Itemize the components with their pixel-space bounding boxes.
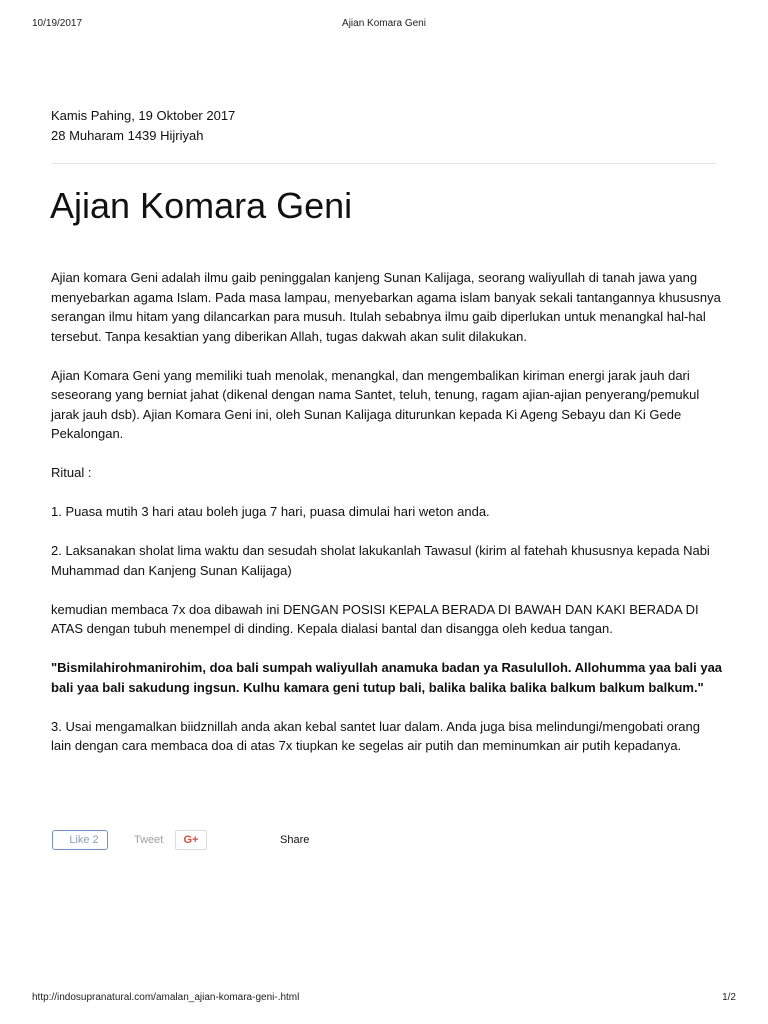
share-bar — [52, 830, 352, 852]
ritual-step-2: 2. Laksanakan sholat lima waktu dan sesudah sholat lakukanlah Tawasul (kirim al fatehah khususnya kepada Nabi Muhammad dan Kanjeng Sunan Kalijaga) — [51, 543, 710, 578]
share-button[interactable]: Share — [280, 834, 310, 846]
ritual-heading: Ritual : — [51, 465, 92, 480]
hijri-date: 28 Muharam 1439 Hijriyah — [51, 128, 204, 143]
ritual-step-1: 1. Puasa mutih 3 hari atau boleh juga 7 hari, puasa dimulai hari weton anda. — [51, 504, 490, 519]
page-title: Ajian Komara Geni — [50, 185, 353, 226]
print-doc-title: Ajian Komara Geni — [342, 18, 426, 29]
article-body — [51, 268, 723, 775]
print-header — [32, 18, 736, 32]
prayer-text: "Bismilahirohmanirohim, doa bali sumpah waliyullah anamuka badan ya Rasululloh. Allohumma yaa bali yaa bali yaa bali sakudung ingsun. Kulhu kamara geni tutup bali, balika balika balika balkum balkum balkum." — [51, 660, 723, 695]
date-block — [51, 106, 235, 146]
print-footer — [32, 992, 736, 1006]
description-paragraph: Ajian Komara Geni yang memiliki tuah menolak, menangkal, dan mengembalikan kiriman energi jarak jauh dari seseorang yang berniat jahat (dikenal dengan nama Santet, teluh, tenung, ragam ajian-ajian penyerang/pemukul jarak jauh dsb). Ajian Komara Geni ini, oleh Sunan Kalijaga diturunkan kepada Ki Ageng Sebayu dan Ki Gede Pekalongan. — [51, 367, 700, 441]
header-divider — [51, 163, 717, 164]
print-date: 10/19/2017 — [32, 18, 83, 29]
like-button[interactable]: Like 2 — [52, 830, 108, 850]
ritual-step-3: 3. Usai mengamalkan biidznillah anda akan kebal santet luar dalam. Anda juga bisa melindungi/mengobati orang lain dengan cara membaca doa di atas 7x tiupkan ke segelas air putih dan meminumkan air putih kepadanya. — [51, 718, 700, 753]
page-number: 1/2 — [722, 992, 736, 1003]
source-url: http://indosupranatural.com/amalan_ajian-komara-geni-.html — [32, 992, 300, 1003]
tweet-button[interactable]: Tweet — [134, 834, 164, 846]
ritual-instruction: kemudian membaca 7x doa dibawah ini DENGAN POSISI KEPALA BERADA DI BAWAH DAN KAKI BERADA DI ATAS dengan tubuh menempel di dinding. Kepala dialasi bantal dan disangga oleh kedua tangan. — [51, 601, 699, 636]
gregorian-date: Kamis Pahing, 19 Oktober 2017 — [51, 108, 236, 123]
intro-paragraph: Ajian komara Geni adalah ilmu gaib peninggalan kanjeng Sunan Kalijaga, seorang waliyullah di tanah jawa yang menyebarkan agama Islam. Pada masa lampau, menyebarkan agama islam banyak sekali tantangannya khususnya serangan ilmu hitam yang dilancarkan para musuh. Itulah sebabnya ilmu gaib diperlukan untuk menangkal hal-hal tersebut. Tanpa kesaktian yang diberikan Allah, tugas dakwah akan sulit dilakukan. — [51, 270, 721, 344]
google-plus-button[interactable]: G+ — [175, 830, 207, 850]
